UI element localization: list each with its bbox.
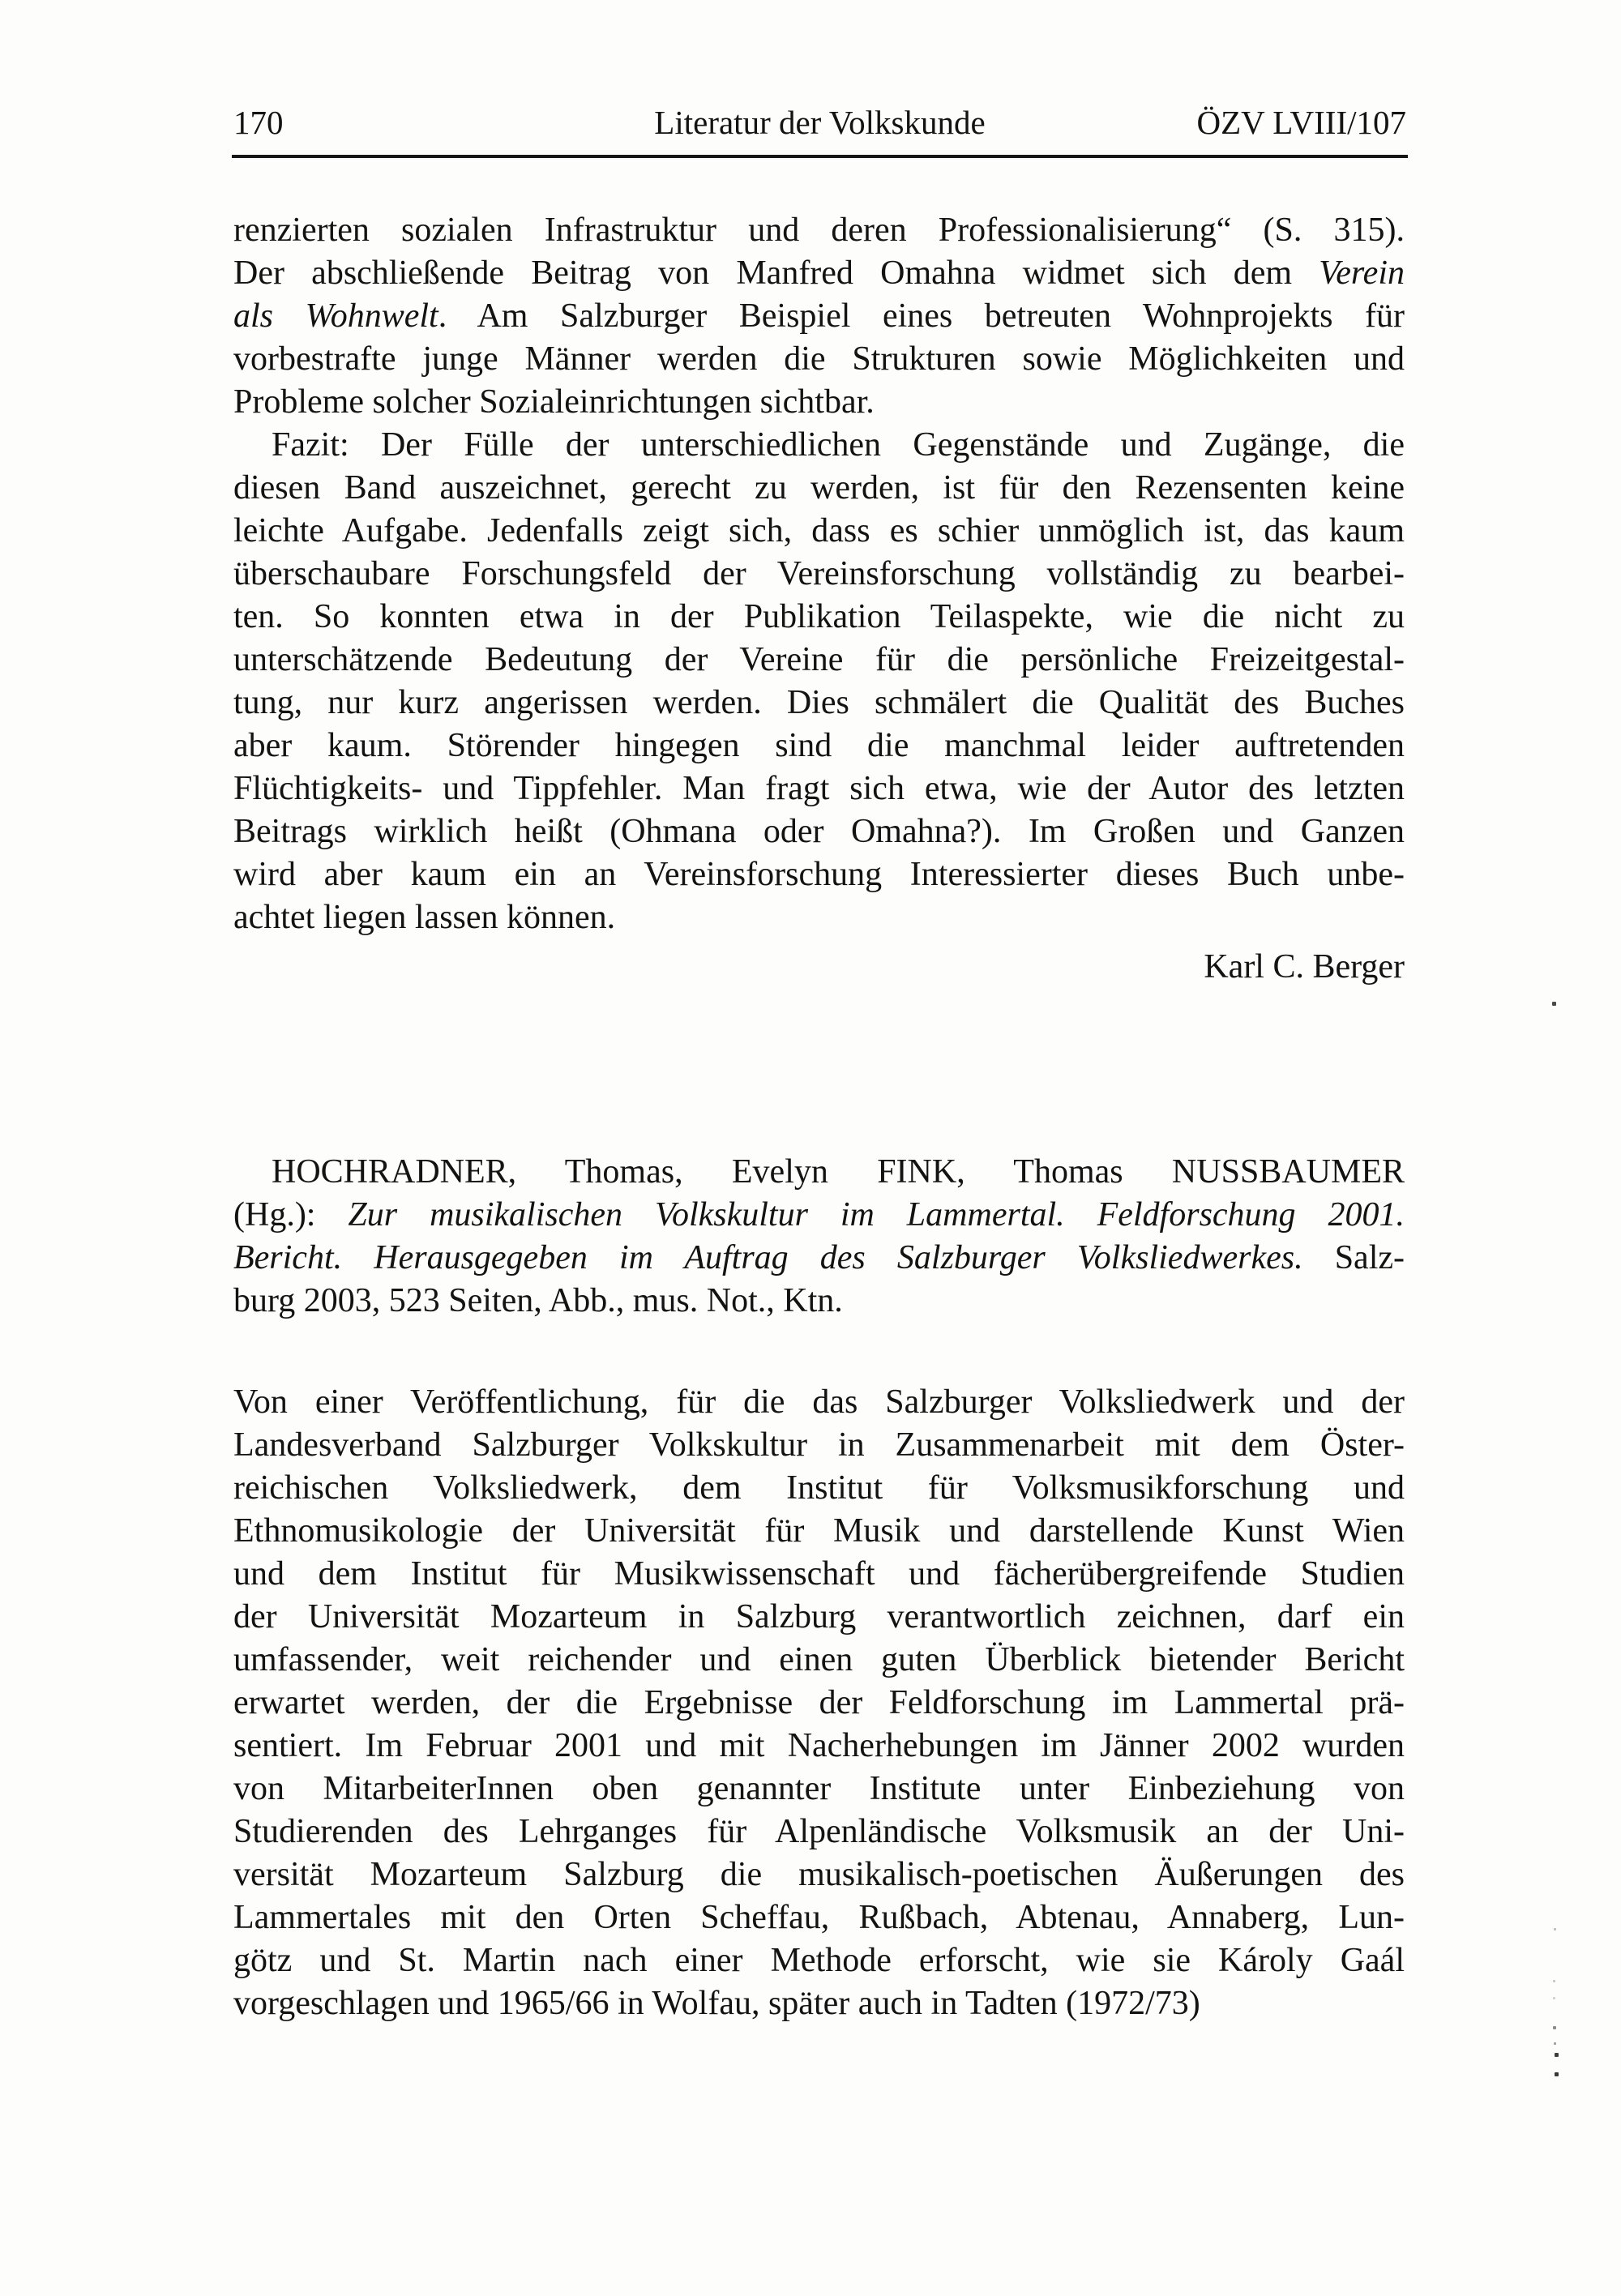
text-line: burg 2003, 523 Seiten, Abb., mus. Not., Ktn. <box>233 1282 843 1319</box>
text-line: Bericht. Herausgegeben im Auftrag des Salzburger Volksliedwerkes. Salz- <box>233 1239 1405 1276</box>
text-line: Landesverband Salzburger Volkskultur in Zusammenarbeit mit dem Öster- <box>233 1426 1405 1464</box>
scan-artifact-dot <box>1552 1002 1556 1006</box>
paragraph-review-end <box>233 209 1405 424</box>
scan-artifact-dot <box>1553 2026 1556 2029</box>
issue-reference: ÖZV LVIII/107 <box>1196 104 1406 141</box>
text-line: überschaubare Forschungsfeld der Vereinsforschung vollständig zu bearbei- <box>233 555 1405 592</box>
text-line: vorgeschlagen und 1965/66 in Wolfau, später auch in Tadten (1972/73) <box>233 1985 1200 2022</box>
header-rule <box>232 155 1408 158</box>
text-line: erwartet werden, der die Ergebnisse der Feldforschung im Lammertal prä- <box>233 1684 1405 1721</box>
text-line: der Universität Mozarteum in Salzburg verantwortlich zeichnen, darf ein <box>233 1598 1405 1635</box>
page-body <box>233 209 1405 2025</box>
citation-hochradner <box>233 1151 1405 1323</box>
text-line: leichte Aufgabe. Jedenfalls zeigt sich, dass es schier unmöglich ist, das kaum <box>233 512 1405 549</box>
text-blocks <box>233 209 1405 2025</box>
text-line: Lammertales mit den Orten Scheffau, Rußbach, Abtenau, Annaberg, Lun- <box>233 1899 1405 1936</box>
text-line: als Wohnwelt. Am Salzburger Beispiel eines betreuten Wohnprojekts für <box>233 297 1405 335</box>
text-line: Ethnomusikologie der Universität für Musik und darstellende Kunst Wien <box>233 1512 1405 1550</box>
scan-artifact-dot <box>1555 2072 1559 2076</box>
text-line: wird aber kaum ein an Vereinsforschung Interessierter dieses Buch unbe- <box>233 856 1405 893</box>
text-line: Probleme solcher Sozialeinrichtungen sichtbar. <box>233 383 875 421</box>
text-line: ten. So konnten etwa in der Publikation Teilaspekte, wie die nicht zu <box>233 598 1405 635</box>
text-line: Flüchtigkeits- und Tippfehler. Man fragt sich etwa, wie der Autor des letzten <box>233 770 1405 807</box>
signature-reviewer <box>233 946 1405 989</box>
running-title: Literatur der Volkskunde <box>654 104 986 141</box>
text-line: tung, nur kurz angerissen werden. Dies schmälert die Qualität des Buches <box>233 684 1405 721</box>
text-line: sentiert. Im Februar 2001 und mit Nacherhebungen im Jänner 2002 wurden <box>233 1727 1405 1764</box>
signature-line: Karl C. Berger <box>1204 948 1405 986</box>
text-line: achtet liegen lassen können. <box>233 899 616 936</box>
page-header <box>233 104 1406 141</box>
text-line: vorbestrafte junge Männer werden die Strukturen sowie Möglichkeiten und <box>233 340 1405 378</box>
text-line: und dem Institut für Musikwissenschaft und fächerübergreifende Studien <box>233 1555 1405 1593</box>
text-line: von MitarbeiterInnen oben genannter Institute unter Einbeziehung von <box>233 1770 1405 1807</box>
text-line: renzierten sozialen Infrastruktur und deren Professionalisierung“ (S. 315). <box>233 212 1405 249</box>
text-line: Beitrags wirklich heißt (Ohmana oder Omahna?). Im Großen und Ganzen <box>233 813 1405 850</box>
text-line: Der abschließende Beitrag von Manfred Omahna widmet sich dem Verein <box>233 254 1405 292</box>
scan-artifact-dot <box>1554 2042 1556 2045</box>
text-line: HOCHRADNER, Thomas, Evelyn FINK, Thomas NUSSBAUMER <box>272 1153 1405 1191</box>
paragraph-fazit <box>233 424 1405 939</box>
text-line: Studierenden des Lehrganges für Alpenländische Volksmusik an der Uni- <box>233 1813 1405 1850</box>
text-line: Fazit: Der Fülle der unterschiedlichen Gegenstände und Zugänge, die <box>272 426 1405 464</box>
scan-artifact-dot <box>1553 1980 1555 1982</box>
text-line: Von einer Veröffentlichung, für die das Salzburger Volksliedwerk und der <box>233 1383 1405 1421</box>
scan-artifact-dot <box>1555 2053 1559 2057</box>
scan-artifact-dot <box>1554 1928 1556 1930</box>
text-line: aber kaum. Störender hingegen sind die manchmal leider auftretenden <box>233 727 1405 764</box>
text-line: (Hg.): Zur musikalischen Volkskultur im Lammertal. Feldforschung 2001. <box>233 1196 1405 1234</box>
text-line: reichischen Volksliedwerk, dem Institut für Volksmusikforschung und <box>233 1469 1405 1507</box>
text-line: umfassender, weit reichender und einen guten Überblick bietender Bericht <box>233 1641 1405 1678</box>
scan-artifact-dot <box>1553 1997 1555 1999</box>
paragraph-review-start <box>233 1381 1405 2025</box>
text-line: versität Mozarteum Salzburg die musikalisch-poetischen Äußerungen des <box>233 1856 1405 1893</box>
text-line: unterschätzende Bedeutung der Vereine für die persönliche Freizeitgestal- <box>233 641 1405 678</box>
text-line: götz und St. Martin nach einer Methode erforscht, wie sie Károly Gaál <box>233 1942 1405 1979</box>
text-line: diesen Band auszeichnet, gerecht zu werden, ist für den Rezensenten keine <box>233 469 1405 507</box>
page-number: 170 <box>233 104 284 141</box>
